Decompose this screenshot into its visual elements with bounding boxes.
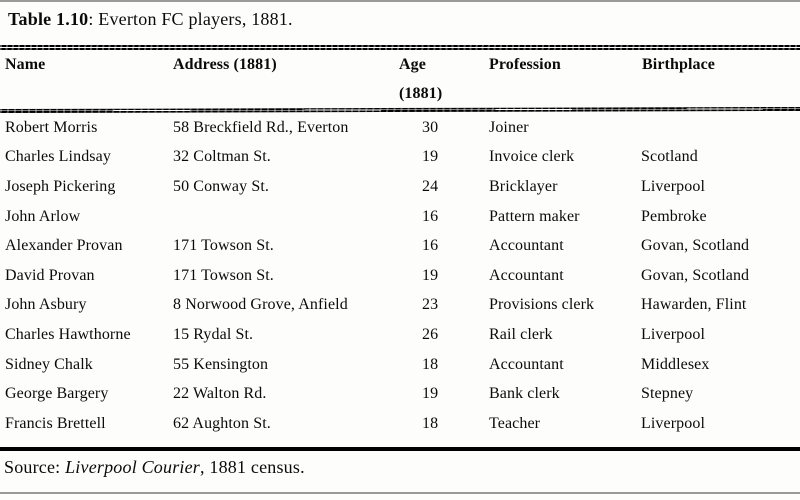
table-row [0, 113, 800, 143]
column-header-profession: Profession [489, 56, 561, 73]
player-birthplace: Liverpool [641, 177, 705, 195]
player-birthplace: Scotland [641, 148, 698, 166]
column-header-age-line2: (1881) [399, 85, 443, 102]
player-profession: Joiner [489, 118, 529, 136]
column-header-name: Name [5, 56, 46, 73]
table-row [0, 350, 800, 380]
player-address: 15 Rydal St. [173, 325, 254, 343]
player-profession: Bricklayer [489, 177, 558, 195]
player-address: 22 Walton Rd. [173, 385, 267, 403]
column-header-address: Address (1881) [173, 56, 277, 73]
player-address: 62 Aughton St. [173, 414, 271, 432]
player-birthplace: Stepney [641, 385, 694, 403]
player-profession: Bank clerk [489, 385, 560, 403]
player-birthplace: Liverpool [641, 414, 705, 432]
player-address: 171 Towson St. [173, 237, 274, 255]
source-suffix: , 1881 census. [200, 457, 305, 477]
player-birthplace: Hawarden, Flint [641, 296, 747, 314]
table-header-row [0, 50, 800, 108]
player-name: Francis Brettell [5, 414, 106, 432]
page-bottom-edge [0, 492, 800, 494]
table-row [0, 231, 800, 261]
player-age: 19 [422, 148, 439, 166]
table-row [0, 202, 800, 232]
player-name: Charles Hawthorne [5, 325, 131, 343]
player-profession: Teacher [489, 414, 541, 432]
player-age: 19 [422, 266, 439, 284]
player-age: 24 [422, 177, 439, 195]
table-caption-label: Table 1.10 [8, 9, 89, 29]
column-header-age [395, 50, 483, 108]
column-header-age-line1: Age [399, 56, 426, 73]
player-name: John Asbury [5, 296, 87, 314]
table-caption [8, 7, 293, 31]
player-name: John Arlow [5, 207, 81, 225]
table-caption-text: : Everton FC players, 1881. [88, 9, 293, 29]
player-name: George Bargery [5, 385, 109, 403]
page-top-edge [0, 0, 800, 2]
table-row [0, 379, 800, 409]
player-address: 55 Kensington [173, 355, 269, 373]
player-age: 30 [422, 118, 439, 136]
player-birthplace: Govan, Scotland [641, 237, 750, 255]
player-profession: Pattern maker [489, 207, 580, 225]
table-row [0, 291, 800, 321]
player-name: Sidney Chalk [5, 355, 93, 373]
player-age: 16 [422, 207, 439, 225]
player-age: 18 [422, 355, 439, 373]
player-age: 23 [422, 296, 439, 314]
player-name: David Provan [5, 266, 95, 284]
source-note [4, 455, 305, 480]
player-birthplace: Middlesex [641, 355, 710, 373]
player-address: 50 Conway St. [173, 177, 269, 195]
player-profession: Rail clerk [489, 325, 553, 343]
player-address: 58 Breckfield Rd., Everton [173, 118, 349, 136]
player-name: Alexander Provan [5, 237, 123, 255]
player-profession: Accountant [489, 266, 564, 284]
player-age: 26 [422, 325, 439, 343]
player-address: 32 Coltman St. [173, 148, 271, 166]
table-row [0, 320, 800, 350]
column-header-birthplace: Birthplace [642, 56, 715, 73]
source-publication: Liverpool Courier [65, 457, 200, 477]
player-profession: Provisions clerk [489, 296, 595, 314]
player-name: Robert Morris [5, 118, 98, 136]
player-birthplace: Pembroke [641, 207, 707, 225]
table-row [0, 143, 800, 173]
table-row [0, 261, 800, 291]
player-age: 18 [422, 414, 439, 432]
player-birthplace: Liverpool [641, 325, 705, 343]
player-profession: Accountant [489, 237, 564, 255]
table-bottom-rule [0, 447, 800, 451]
player-name: Charles Lindsay [5, 148, 111, 166]
player-profession: Invoice clerk [489, 148, 575, 166]
player-name: Joseph Pickering [5, 177, 116, 195]
player-address: 8 Norwood Grove, Anfield [173, 296, 348, 314]
player-address: 171 Towson St. [173, 266, 274, 284]
table-row [0, 409, 800, 439]
player-profession: Accountant [489, 355, 564, 373]
table-body [0, 113, 800, 439]
table-row [0, 172, 800, 202]
player-age: 19 [422, 385, 439, 403]
source-prefix: Source: [4, 457, 66, 477]
player-age: 16 [422, 237, 439, 255]
player-birthplace: Govan, Scotland [641, 266, 750, 284]
